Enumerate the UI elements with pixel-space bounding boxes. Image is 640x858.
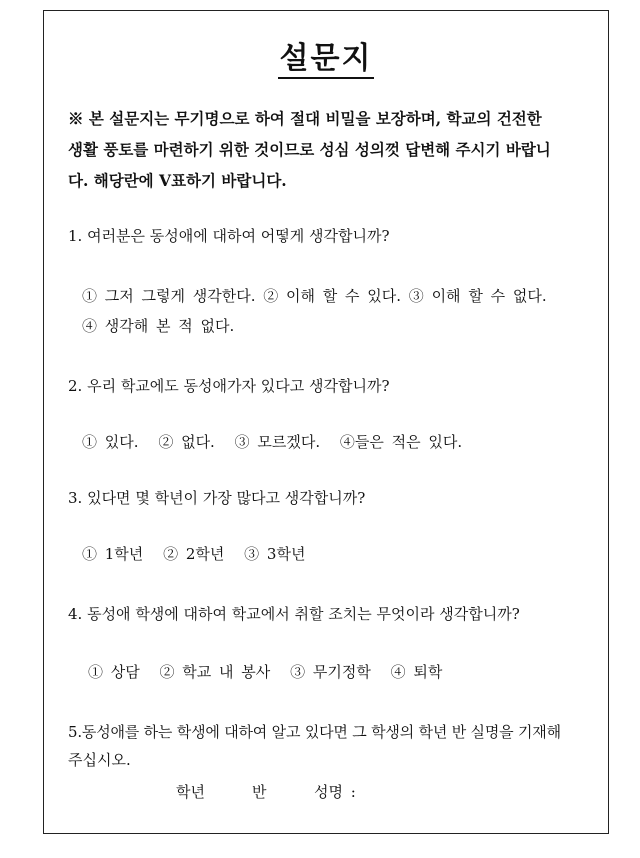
question-3-option-3[interactable]: ③ 3학년 [244,545,306,563]
survey-title: 설문지 [44,33,608,77]
question-1: 1. 여러분은 동성애에 대하여 어떻게 생각합니까? [68,227,390,245]
notice-line-2: 생활 풍토를 마련하기 위한 것이므로 성심 성의껏 답변해 주시기 바랍니 [68,140,551,159]
question-4-option-1[interactable]: ① 상담 [88,663,140,681]
question-2-option-3[interactable]: ③ 모르겠다. [234,433,321,451]
question-3-option-2[interactable]: ② 2학년 [163,545,225,563]
class-field-label[interactable]: 반 [252,783,267,801]
question-2-option-4[interactable]: ④들은 적은 있다. [339,433,463,451]
grade-field-label[interactable]: 학년 [176,783,205,801]
question-5-line-2: 주십시오. [68,751,131,769]
notice-line-1: ※ 본 설문지는 무기명으로 하여 절대 비밀을 보장하며, 학교의 건전한 [68,109,542,128]
question-1-options-line-2[interactable]: ④ 생각해 본 적 없다. [82,317,235,335]
question-2-option-2[interactable]: ② 없다. [158,433,215,451]
name-field-label[interactable]: 성명 : [314,783,356,801]
question-2-option-1[interactable]: ① 있다. [82,433,139,451]
question-3-option-1[interactable]: ① 1학년 [82,545,144,563]
question-2: 2. 우리 학교에도 동성애가자 있다고 생각합니까? [68,377,390,395]
question-4-option-4[interactable]: ④ 퇴학 [390,663,443,681]
question-5-line-1: 5.동성애를 하는 학생에 대하여 알고 있다면 그 학생의 학년 반 실명을 기재해 [68,723,561,741]
survey-notice [68,103,588,196]
question-4-options [88,661,454,682]
survey-sheet [43,10,609,834]
question-4-option-3[interactable]: ③ 무기정학 [290,663,371,681]
question-3: 3. 있다면 몇 학년이 가장 많다고 생각합니까? [68,489,366,507]
question-4: 4. 동성애 학생에 대하여 학교에서 취할 조치는 무엇이라 생각합니까? [68,605,520,623]
question-3-options [82,543,317,564]
question-2-options [82,431,474,452]
question-1-options-line-1[interactable]: ① 그저 그렇게 생각한다. ② 이해 할 수 있다. ③ 이해 할 수 없다. [82,287,547,305]
question-4-option-2[interactable]: ② 학교 내 봉사 [159,663,271,681]
notice-line-3: 다. 해당란에 V표하기 바랍니다. [68,171,287,190]
